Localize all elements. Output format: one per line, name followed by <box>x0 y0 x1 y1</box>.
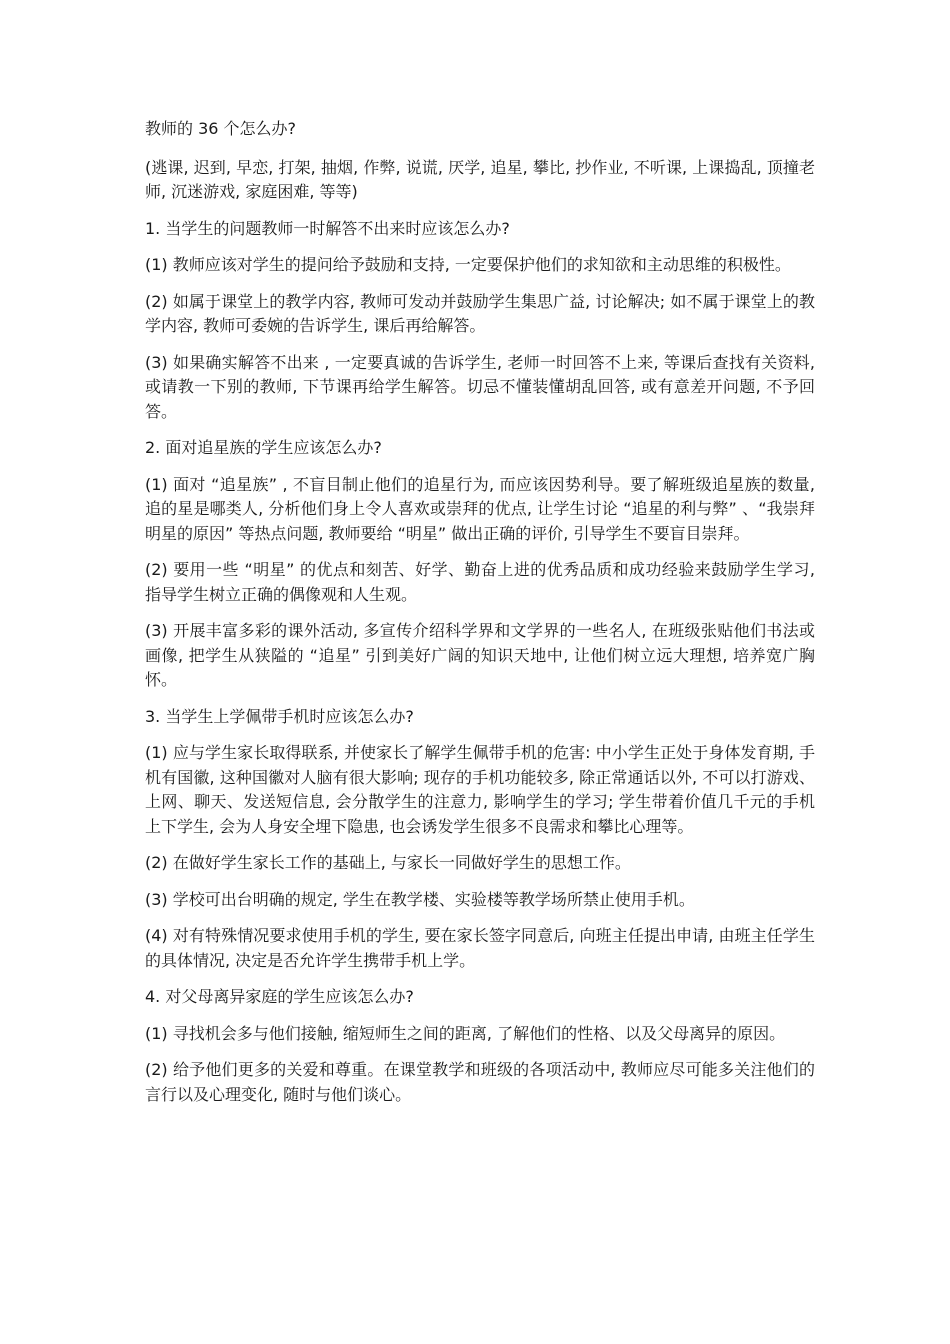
document-body <box>145 117 815 1119</box>
answer-3-4: (4) 对有特殊情况要求使用手机的学生, 要在家长签字同意后, 向班主任提出申请, 由班主任学生的具体情况, 决定是否允许学生携带手机上学。 <box>145 926 815 970</box>
answer-3-1: (1) 应与学生家长取得联系, 并使家长了解学生佩带手机的危害: 中小学生正处于身体发育期, 手机有国徽, 这种国徽对人脑有很大影响; 现存的手机功能较多, 除正常通话以外, 不可以打游戏、上网、聊天、发送短信息, 会分散学生的注意力, 影响学生的学习; 学生带着价值几千元的手机上下学生, 会为人身安全埋下隐患, 也会诱发学生很多不良需求和攀比心理等。 <box>145 743 815 836</box>
answer-2-3: (3) 开展丰富多彩的课外活动, 多宣传介绍科学界和文学界的一些名人, 在班级张贴他们书法或画像, 把学生从狭隘的 “追星” 引到美好广阔的知识天地中, 让他们树立远大理想, 培养宽广胸怀。 <box>145 621 815 689</box>
question-2: 2. 面对追星族的学生应该怎么办? <box>145 438 382 457</box>
question-1: 1. 当学生的问题教师一时解答不出来时应该怎么办? <box>145 218 510 238</box>
answer-3-2: (2) 在做好学生家长工作的基础上, 与家长一同做好学生的思想工作。 <box>145 853 631 872</box>
answer-2-1: (1) 面对 “追星族” , 不盲目制止他们的追星行为, 而应该因势利导。要了解班级追星族的数量, 追的星是哪类人, 分析他们身上令人喜欢或崇拜的优点, 让学生讨论 “追星的利与弊” 、“我崇拜明星的原因” 等热点问题, 教师要给 “明星” 做出正确的评价, 引导学生不要盲目崇拜。 <box>145 474 815 543</box>
answer-4-2: (2) 给予他们更多的关爱和尊重。在课堂教学和班级的各项活动中, 教师应尽可能多关注他们的言行以及心理变化, 随时与他们谈心。 <box>145 1060 815 1104</box>
answer-1-1: (1) 教师应该对学生的提问给予鼓励和支持, 一定要保护他们的求知欲和主动思维的积极性。 <box>145 255 791 274</box>
answer-4-1: (1) 寻找机会多与他们接触, 缩短师生之间的距离, 了解他们的性格、以及父母离异的原因。 <box>145 1023 786 1043</box>
document-title: 教师的 36 个怎么办? <box>145 119 297 138</box>
answer-1-3: (3) 如果确实解答不出来 , 一定要真诚的告诉学生, 老师一时回答不上来, 等课后查找有关资料, 或请教一下别的教师, 下节课再给学生解答。切忌不懂装懂胡乱回答, 或有意差开问题, 不予回答。 <box>145 352 815 421</box>
answer-1-2: (2) 如属于课堂上的教学内容, 教师可发动并鼓励学生集思广益, 讨论解决; 如不属于课堂上的教学内容, 教师可委婉的告诉学生, 课后再给解答。 <box>145 291 815 335</box>
answer-3-3: (3) 学校可出台明确的规定, 学生在教学楼、实验楼等教学场所禁止使用手机。 <box>145 889 695 909</box>
question-4: 4. 对父母离异家庭的学生应该怎么办? <box>145 987 414 1006</box>
intro-paragraph: (逃课, 迟到, 早恋, 打架, 抽烟, 作弊, 说谎, 厌学, 追星, 攀比, 抄作业, 不听课, 上课捣乱, 顶撞老师, 沉迷游戏, 家庭困难, 等等) <box>145 157 815 201</box>
question-3: 3. 当学生上学佩带手机时应该怎么办? <box>145 706 414 726</box>
answer-2-2: (2) 要用一些 “明星” 的优点和刻苦、好学、勤奋上进的优秀品质和成功经验来鼓励学生学习, 指导学生树立正确的偶像观和人生观。 <box>145 560 815 604</box>
